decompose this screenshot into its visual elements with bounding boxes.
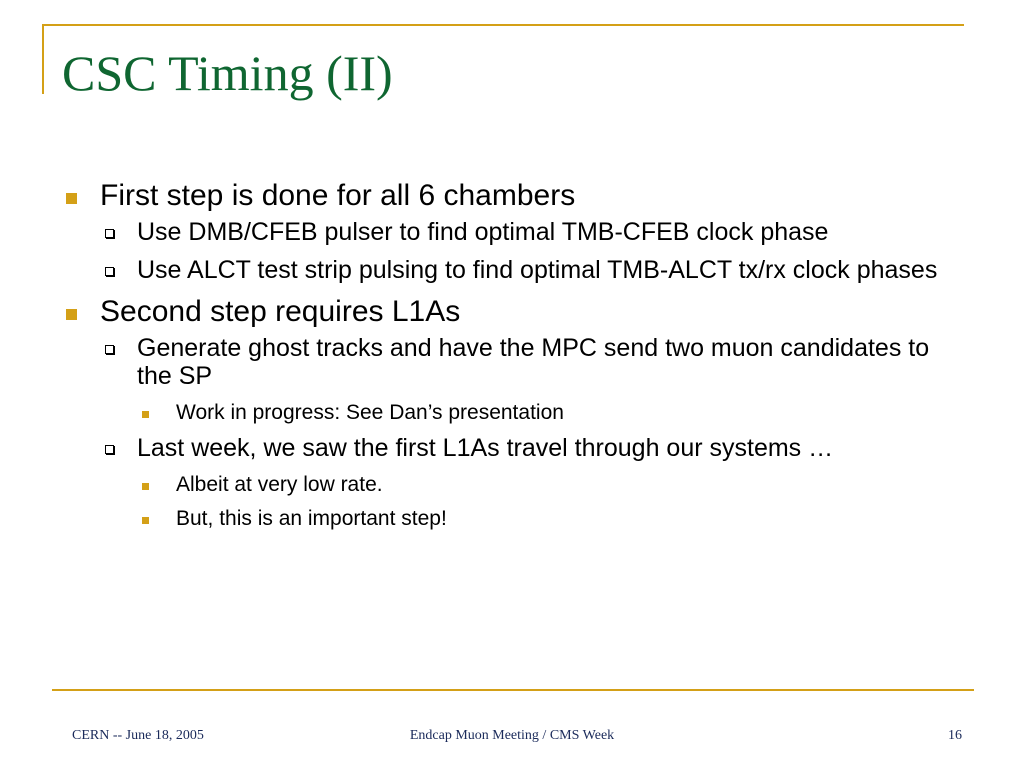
footer-event: Endcap Muon Meeting / CMS Week <box>409 728 615 743</box>
bullet-text: First step is done for all 6 chambers <box>100 179 576 212</box>
small-square-bullet-icon <box>142 517 149 524</box>
footer-divider-line <box>52 689 974 691</box>
hollow-square-bullet-icon <box>105 229 114 238</box>
slide-number: 16 <box>948 728 962 743</box>
small-square-bullet-icon <box>142 483 149 490</box>
bullet-list <box>60 178 960 540</box>
bullet-item <box>60 294 960 330</box>
sub-bullet-item <box>60 256 960 284</box>
sub-sub-bullet-item <box>60 400 960 426</box>
title-frame-top-line <box>42 24 964 26</box>
sub-sub-bullet-text: But, this is an important step! <box>176 507 447 530</box>
square-bullet-icon <box>66 309 77 320</box>
sub-bullet-text: Generate ghost tracks and have the MPC send two muon candidates to the SP <box>137 334 930 390</box>
title-frame-left-line <box>42 24 44 94</box>
sub-sub-bullet-text: Albeit at very low rate. <box>176 473 383 496</box>
sub-sub-bullet-item <box>60 506 960 532</box>
square-bullet-icon <box>66 193 77 204</box>
sub-sub-bullet-text: Work in progress: See Dan’s presentation <box>176 401 564 424</box>
sub-bullet-item <box>60 334 960 390</box>
bullet-item <box>60 178 960 214</box>
sub-bullet-item <box>60 218 960 246</box>
sub-sub-bullet-item <box>60 472 960 498</box>
hollow-square-bullet-icon <box>105 445 114 454</box>
sub-bullet-text: Use ALCT test strip pulsing to find optimal TMB-ALCT tx/rx clock phases <box>137 256 938 284</box>
sub-bullet-text: Last week, we saw the first L1As travel through our systems … <box>137 434 834 462</box>
hollow-square-bullet-icon <box>105 267 114 276</box>
sub-bullet-item <box>60 434 960 462</box>
footer-date: CERN -- June 18, 2005 <box>72 728 204 743</box>
small-square-bullet-icon <box>142 411 149 418</box>
slide-title: CSC Timing (II) <box>62 45 393 101</box>
hollow-square-bullet-icon <box>105 345 114 354</box>
sub-bullet-text: Use DMB/CFEB pulser to find optimal TMB-CFEB clock phase <box>137 218 829 246</box>
bullet-text: Second step requires L1As <box>100 295 461 328</box>
